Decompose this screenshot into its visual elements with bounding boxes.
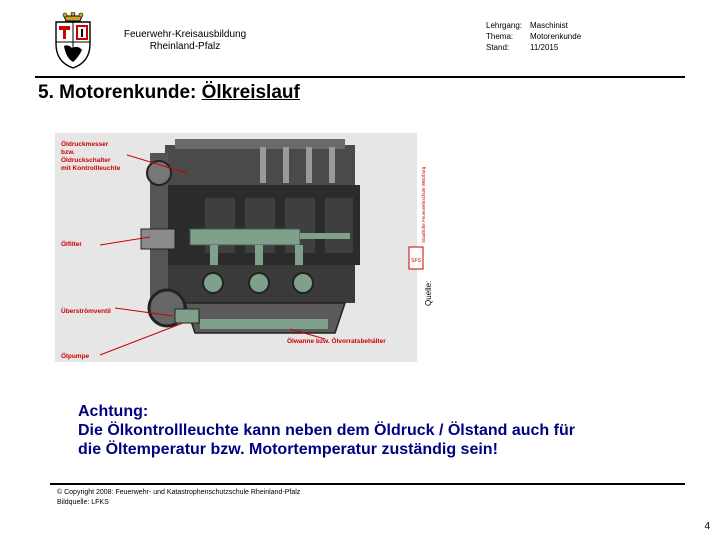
- label-oil-filter: Ölfilter: [61, 241, 82, 248]
- meta-key-course: Lehrgang:: [486, 21, 523, 30]
- label-relief-valve: Überströmventil: [61, 308, 111, 315]
- slide-title: [38, 82, 300, 104]
- organization-name: Feuerwehr-Kreisausbildung: [123, 29, 247, 40]
- label-oil-pressure-gauge: Öldruckmesser: [61, 141, 109, 148]
- meta-key-topic: Thema:: [486, 32, 514, 41]
- warning-heading: Achtung:: [78, 403, 149, 420]
- label-warning-light: mit Kontrollleuchte: [61, 165, 121, 172]
- footer-divider: [50, 483, 685, 485]
- warning-line-1: Die Ölkontrollleuchte kann neben dem Öldruck / Ölstand auch für: [78, 422, 575, 439]
- label-or: bzw.: [61, 149, 75, 156]
- label-oil-pump: Ölpumpe: [61, 353, 90, 360]
- meta-value-course: Maschinist: [530, 21, 568, 30]
- warning-line-2: die Öltemperatur bzw. Motortemperatur zuständig sein!: [78, 441, 498, 458]
- source-label: Quelle:: [424, 280, 433, 306]
- slide-title-prefix: 5. Motorenkunde:: [38, 82, 202, 103]
- meta-value-date: 11/2015: [530, 43, 559, 52]
- slide-title-topic: Ölkreislauf: [201, 82, 300, 103]
- label-oil-pan: Ölwanne bzw. Ölvorratsbehälter: [287, 338, 386, 345]
- organization-region: Rheinland-Pfalz: [149, 41, 221, 52]
- meta-key-date: Stand:: [486, 43, 510, 52]
- image-source-text: Bildquelle: LFKS: [57, 499, 109, 506]
- warning-block: [78, 402, 575, 459]
- page-number: 4: [704, 521, 710, 532]
- coat-of-arms-icon: [50, 12, 96, 70]
- sfs-logo-text: SFS: [411, 258, 421, 264]
- label-oil-pressure-switch: Öldruckschalter: [61, 157, 111, 164]
- vertical-source-text: Staatliche Feuerwehrschule Würzburg: [421, 166, 426, 243]
- meta-value-topic: Motorenkunde: [530, 32, 582, 41]
- copyright-text: © Copyright 2008: Feuerwehr- und Katastrophenschutzschule Rheinland-Pfalz: [57, 489, 301, 496]
- header-divider: [35, 76, 685, 78]
- engine-oil-circuit-image: [55, 133, 440, 362]
